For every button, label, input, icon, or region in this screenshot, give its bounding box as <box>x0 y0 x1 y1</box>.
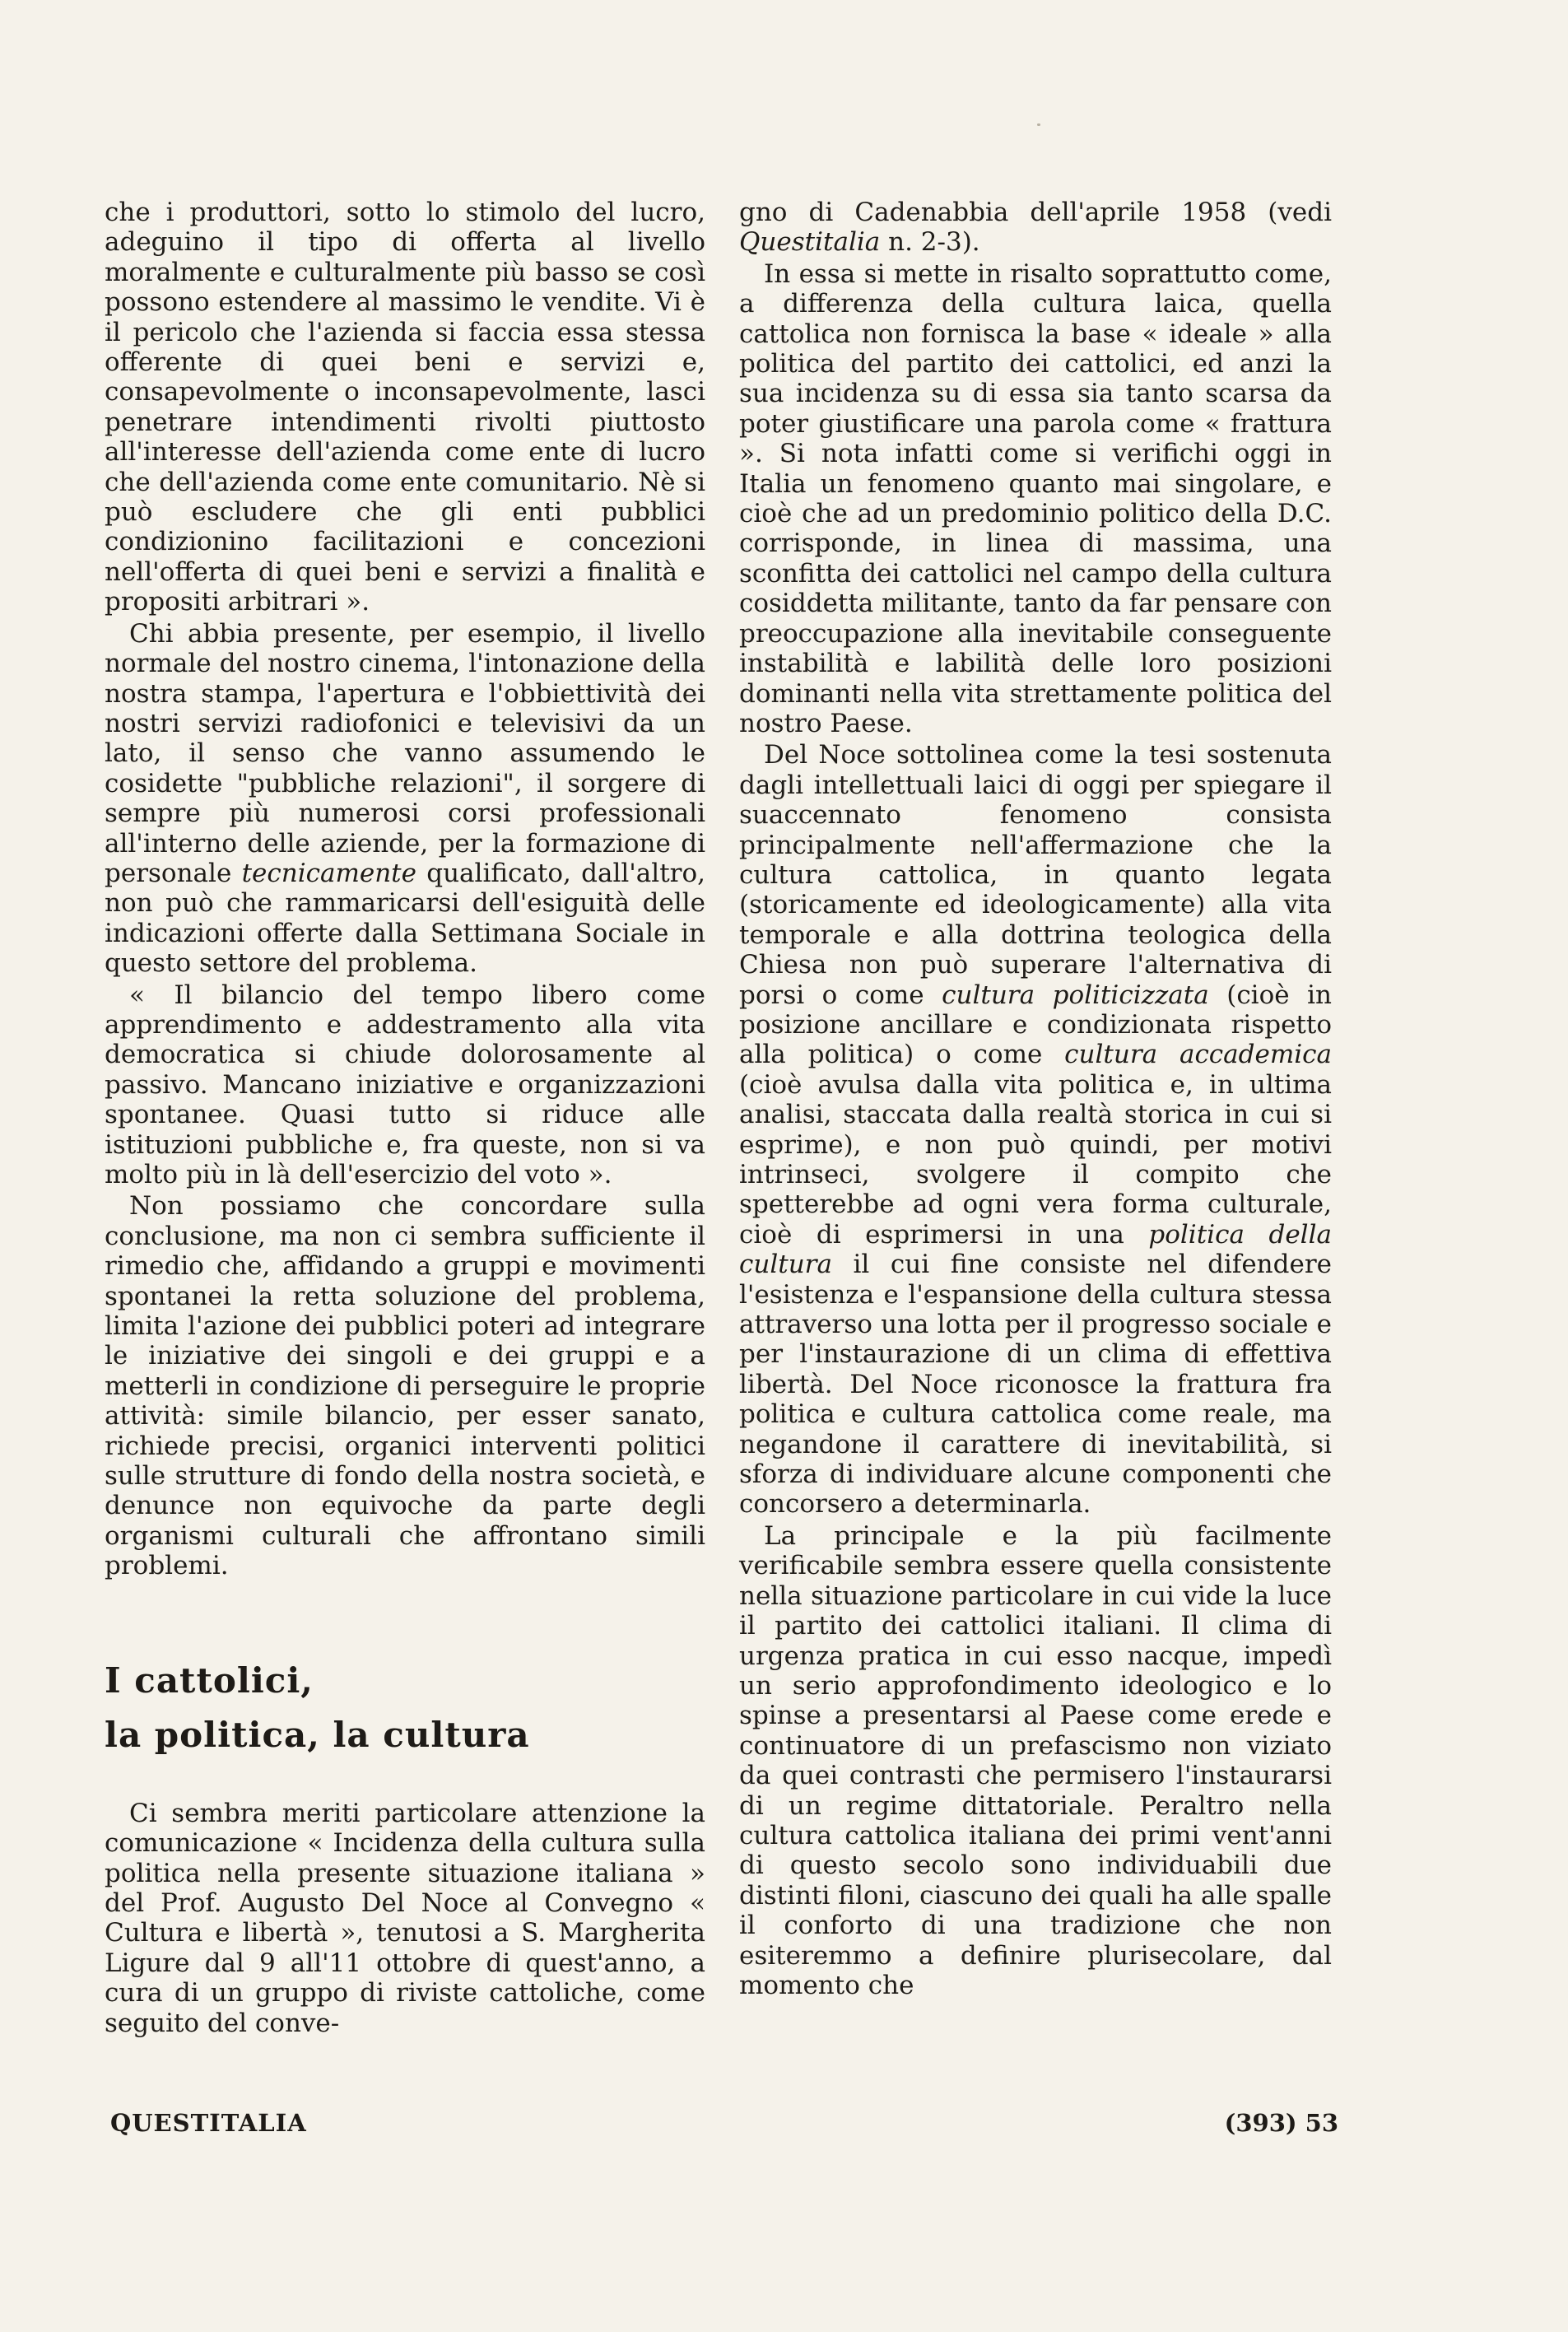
paragraph: In essa si mette in risalto soprattutto come, a differenza della cultura laica, quella cattolica non fornisca la base « ideale » alla politica del partito dei cattolici, ed anzi la sua incidenza su di essa sia tanto scarsa da poter giustificare una parola come « frattura ». Si nota infatti come si verifichi oggi in Italia un fenomeno quanto mai singolare, e cioè che ad un predominio politico della D.C. corrisponde, in linea di massima, una sconfitta dei cattolici nel campo della cultura cosiddetta militante, tanto da far pensare con preoccupazione alla inevitabile conseguente instabilità e labilità delle loro posizioni dominanti nella vita strettamente politica del nostro Paese. <box>739 258 1332 738</box>
italic-text: politica della cultura <box>739 1219 1332 1280</box>
paragraph: che i produttori, sotto lo stimolo del lucro, adeguino il tipo di offerta al livello moralmente e culturalmente più basso se così possono estendere al massimo le vendite. Vi è il pericolo che l'azienda si faccia essa stessa offerente di quei beni e servizi e, consapevolmente o inconsapevolmente, lasci penetrare intendimenti rivolti piuttosto all'interesse dell'azienda come ente di lucro che dell'azienda come ente comunitario. Nè si può escludere che gli enti pubblici condizionino facilitazioni e concezioni nell'offerta di quei beni e servizi a finalità e propositi arbitrari ». <box>105 198 705 617</box>
paragraph <box>739 198 1332 258</box>
right-column <box>739 198 1332 2000</box>
paragraph-text: n. 2-3). <box>880 227 980 258</box>
italic-text: cultura politicizzata <box>942 980 1209 1010</box>
paragraph <box>739 740 1332 1520</box>
paragraph-text: Del Noce sottolinea come la tesi sostenuta dagli intellettuali laici di oggi per spiegare il suaccennato fenomeno consista principalmente nell'affermazione che la cultura cattolica, in quanto legata (storicamente ed ideologicamente) alla vita temporale e alla dottrina teologica della Chiesa non può superare l'alternativa di porsi o come <box>739 740 1332 1010</box>
paragraph-text: il cui fine consiste nel difendere l'esistenza e l'espansione della cultura stessa attraverso una lotta per il progresso sociale e per l'instaurazione di un clima di effettiva libertà. Del Noce riconosce la frattura fra politica e cultura cattolica come reale, ma negandone il carattere di inevitabilità, si sforza di individuare alcune componenti che concorsero a determinarla. <box>739 1250 1332 1520</box>
paragraph: Ci sembra meriti particolare attenzione la comunicazione « Incidenza della cultura sulla politica nella presente situazione italiana » del Prof. Augusto Del Noce al Convegno « Cultura e libertà », tenutosi a S. Margherita Ligure dal 9 all'11 ottobre di quest'anno, a cura di un gruppo di riviste cattoliche, come seguito del conve- <box>105 1798 705 2038</box>
section-heading <box>105 1654 705 1762</box>
paragraph: La principale e la più facilmente verificabile sembra essere quella consistente nella situazione particolare in cui vide la luce il partito dei cattolici italiani. Il clima di urgenza pratica in cui esso nacque, impedì un serio approfondimento ideologico e lo spinse a presentarsi al Paese come erede e continuatore di un prefascismo non viziato da quei contrasti che permisero l'instaurarsi di un regime dittatoriale. Peraltro nella cultura cattolica italiana dei primi vent'anni di questo secolo sono individuabili due distinti filoni, ciascuno dei quali ha alle spalle il conforto di una tradizione che non esiteremmo a definire plurisecolare, dal momento che <box>739 1520 1332 2000</box>
paragraph-text: (cioè in posizione ancillare e condizionata rispetto alla politica) o come <box>739 980 1332 1070</box>
italic-text: cultura accademica <box>1064 1040 1332 1070</box>
paper-speck <box>1037 123 1040 126</box>
page-number <box>1225 2109 1338 2137</box>
paragraph-text: gno di Cadenabbia dell'aprile 1958 (vedi <box>739 198 1332 227</box>
left-column <box>105 198 705 2038</box>
section-heading-line: la politica, la cultura <box>105 1714 530 1755</box>
paragraph: « Il bilancio del tempo libero come apprendimento e addestramento alla vita democratica si chiude dolorosamente al passivo. Mancano iniziative e organizzazioni spontanee. Quasi tutto si riduce alle istituzioni pubbliche e, fra queste, non si va molto più in là dell'esercizio del voto ». <box>105 980 705 1189</box>
issue-number: (393) <box>1224 2109 1297 2137</box>
italic-text: tecnicamente <box>241 858 416 888</box>
journal-name: QUESTITALIA <box>110 2109 307 2137</box>
paragraph <box>105 619 705 979</box>
page-number-value: 53 <box>1305 2109 1338 2137</box>
italic-text: Questitalia <box>739 227 881 258</box>
section-heading-line: I cattolici, <box>105 1659 314 1701</box>
paragraph: Non possiamo che concordare sulla conclusione, ma non ci sembra sufficiente il rimedio che, affidando a gruppi e movimenti spontanei la retta soluzione del problema, limita l'azione dei pubblici poteri ad integrare le iniziative dei singoli e dei gruppi e a metterli in condizione di perseguire le proprie attività: simile bilancio, per esser sanato, richiede precisi, organici interventi politici sulle strutture di fondo della nostra società, e denunce non equivoche da parte degli organismi culturali che affrontano simili problemi. <box>105 1191 705 1581</box>
paragraph-text: Chi abbia presente, per esempio, il livello normale del nostro cinema, l'intonazione della nostra stampa, l'apertura e l'obbiettività dei nostri servizi radiofonici e televisivi da un lato, il senso che vanno assumendo le cosidette "pubbliche relazioni", il sorgere di sempre più numerosi corsi professionali all'interno delle aziende, per la formazione di personale <box>105 618 705 888</box>
paragraph-text: qualificato, dall'altro, non può che rammaricarsi dell'esiguità delle indicazioni offerte dalla Settimana Sociale in questo settore del problema. <box>105 858 705 979</box>
paragraph-text: (cioè avulsa dalla vita politica e, in ultima analisi, staccata dalla realtà storica in cui si esprime), e non può quindi, per motivi intrinseci, svolgere il compito che spetterebbe ad ogni vera forma culturale, cioè di esprimersi in una <box>739 1069 1332 1250</box>
